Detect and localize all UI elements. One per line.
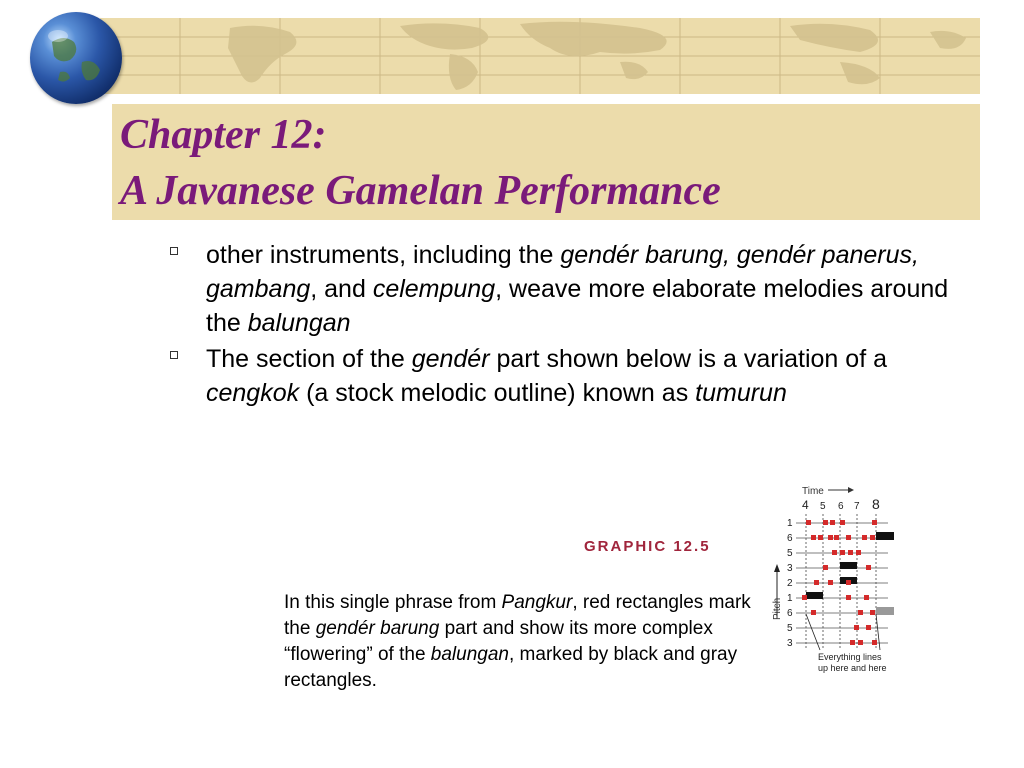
bullet-list xyxy=(170,238,970,412)
annotation-text: Everything lines xyxy=(818,652,882,662)
pitch-row-labels xyxy=(787,518,793,649)
beat-label: 6 xyxy=(838,501,844,512)
beat-label: 4 xyxy=(802,498,809,512)
pitch-label: Pitch xyxy=(772,597,783,620)
pitch-row-label: 3 xyxy=(787,563,793,574)
beat-label: 7 xyxy=(854,501,860,512)
balungan-rect xyxy=(840,562,857,569)
chapter-subtitle: A Javanese Gamelan Performance xyxy=(120,168,721,214)
chapter-title: Chapter 12: xyxy=(120,112,327,158)
pitch-row-label: 2 xyxy=(787,578,793,589)
gender-red-rects xyxy=(802,520,877,645)
pitch-arrowhead-icon xyxy=(774,564,780,572)
world-map-banner xyxy=(100,18,980,94)
balungan-black-rects xyxy=(806,532,894,599)
pitch-row-label: 5 xyxy=(787,548,793,559)
balungan-rect xyxy=(876,532,894,540)
bullet-item xyxy=(170,238,970,340)
balungan-rect xyxy=(806,592,823,599)
bullet-text: other instruments, including the gendér barung, gendér panerus, gambang, and celempung, weave more elaborate melodies around the balungan xyxy=(206,241,949,337)
beat-label: 8 xyxy=(872,496,880,512)
bullet-text: The section of the gendér part shown below is a variation of a cengkok (a stock melodic outline) known as tumurun xyxy=(206,345,887,407)
bullet-square-icon xyxy=(170,351,178,359)
pitch-row-label: 3 xyxy=(787,638,793,649)
beat-label: 5 xyxy=(820,501,826,512)
annotation-text: up here and here xyxy=(818,663,887,673)
pitch-row-label: 6 xyxy=(787,533,793,544)
bullet-item xyxy=(170,342,970,410)
pitch-row-label: 5 xyxy=(787,623,793,634)
pitch-row-label: 1 xyxy=(787,593,793,604)
annotation-pointer xyxy=(806,614,820,650)
graphic-label: GRAPHIC 12.5 xyxy=(584,538,711,555)
pitch-time-figure xyxy=(762,480,902,680)
globe-icon xyxy=(30,12,122,104)
pitch-row-label: 1 xyxy=(787,518,793,529)
balungan-gray-rect xyxy=(876,607,894,615)
pitch-time-diagram xyxy=(762,480,902,680)
bullet-square-icon xyxy=(170,247,178,255)
figure-caption: In this single phrase from Pangkur, red rectangles mark the gendér barung part and show its more complex “flowering” of the balungan, marked by black and gray rectangles. xyxy=(284,592,751,691)
time-label: Time xyxy=(802,486,824,497)
time-arrowhead-icon xyxy=(848,487,854,493)
pitch-row-label: 6 xyxy=(787,608,793,619)
